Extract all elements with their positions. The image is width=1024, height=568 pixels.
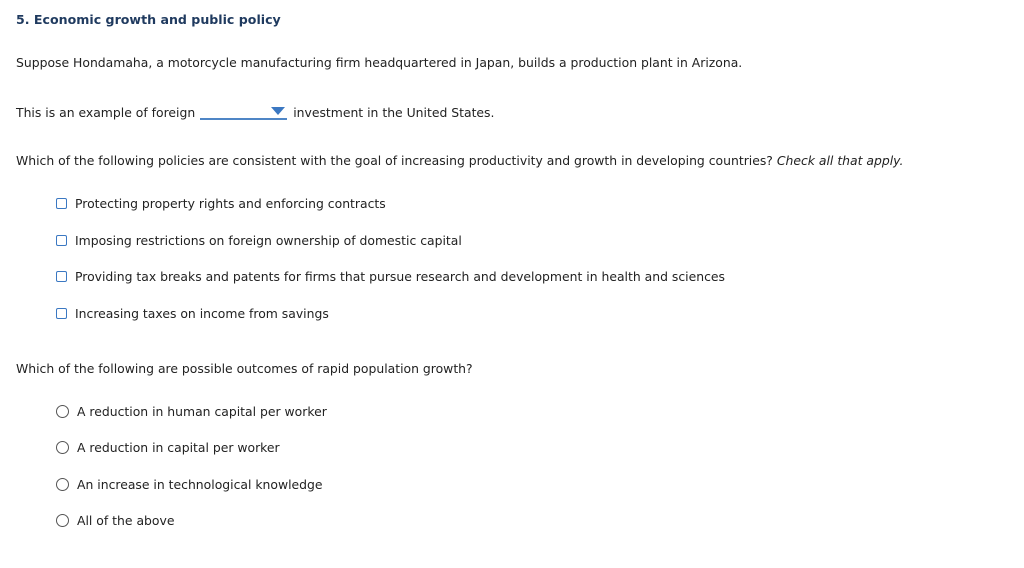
checkbox-icon[interactable] xyxy=(56,198,67,209)
fill-text-after: investment in the United States. xyxy=(293,105,495,120)
population-option-label: A reduction in human capital per worker xyxy=(77,404,327,419)
policies-hint: Check all that apply. xyxy=(776,153,904,168)
chevron-down-icon[interactable] xyxy=(271,107,285,115)
policies-question xyxy=(16,153,904,168)
policy-option-3[interactable] xyxy=(56,269,725,284)
fill-in-sentence xyxy=(16,104,494,120)
population-prompt: Which of the following are possible outcomes of rapid population growth? xyxy=(16,361,473,376)
population-option-label: A reduction in capital per worker xyxy=(77,440,280,455)
policy-option-1[interactable] xyxy=(56,196,386,211)
radio-icon[interactable] xyxy=(56,478,69,491)
population-option-4[interactable] xyxy=(56,513,174,528)
checkbox-icon[interactable] xyxy=(56,235,67,246)
population-option-label: All of the above xyxy=(77,513,175,528)
question-intro: Suppose Hondamaha, a motorcycle manufacturing firm headquartered in Japan, builds a production plant in Arizona. xyxy=(16,55,743,70)
policy-option-4[interactable] xyxy=(56,306,329,321)
population-option-2[interactable] xyxy=(56,440,280,455)
population-option-1[interactable] xyxy=(56,404,327,419)
radio-icon[interactable] xyxy=(56,405,69,418)
radio-icon[interactable] xyxy=(56,441,69,454)
checkbox-icon[interactable] xyxy=(56,271,67,282)
radio-icon[interactable] xyxy=(56,514,69,527)
policy-option-label: Increasing taxes on income from savings xyxy=(75,306,329,321)
question-title: 5. Economic growth and public policy xyxy=(16,12,281,27)
checkbox-icon[interactable] xyxy=(56,308,67,319)
fill-text-before: This is an example of foreign xyxy=(16,105,196,120)
foreign-investment-dropdown[interactable] xyxy=(200,104,287,120)
policies-prompt: Which of the following policies are consistent with the goal of increasing productivity and growth in developing countries? xyxy=(16,153,773,168)
policy-option-label: Protecting property rights and enforcing contracts xyxy=(75,196,386,211)
population-option-3[interactable] xyxy=(56,477,323,492)
policy-option-label: Providing tax breaks and patents for firms that pursue research and development in health and sciences xyxy=(75,269,725,284)
population-option-label: An increase in technological knowledge xyxy=(77,477,323,492)
policy-option-label: Imposing restrictions on foreign ownership of domestic capital xyxy=(75,233,462,248)
policy-option-2[interactable] xyxy=(56,233,462,248)
